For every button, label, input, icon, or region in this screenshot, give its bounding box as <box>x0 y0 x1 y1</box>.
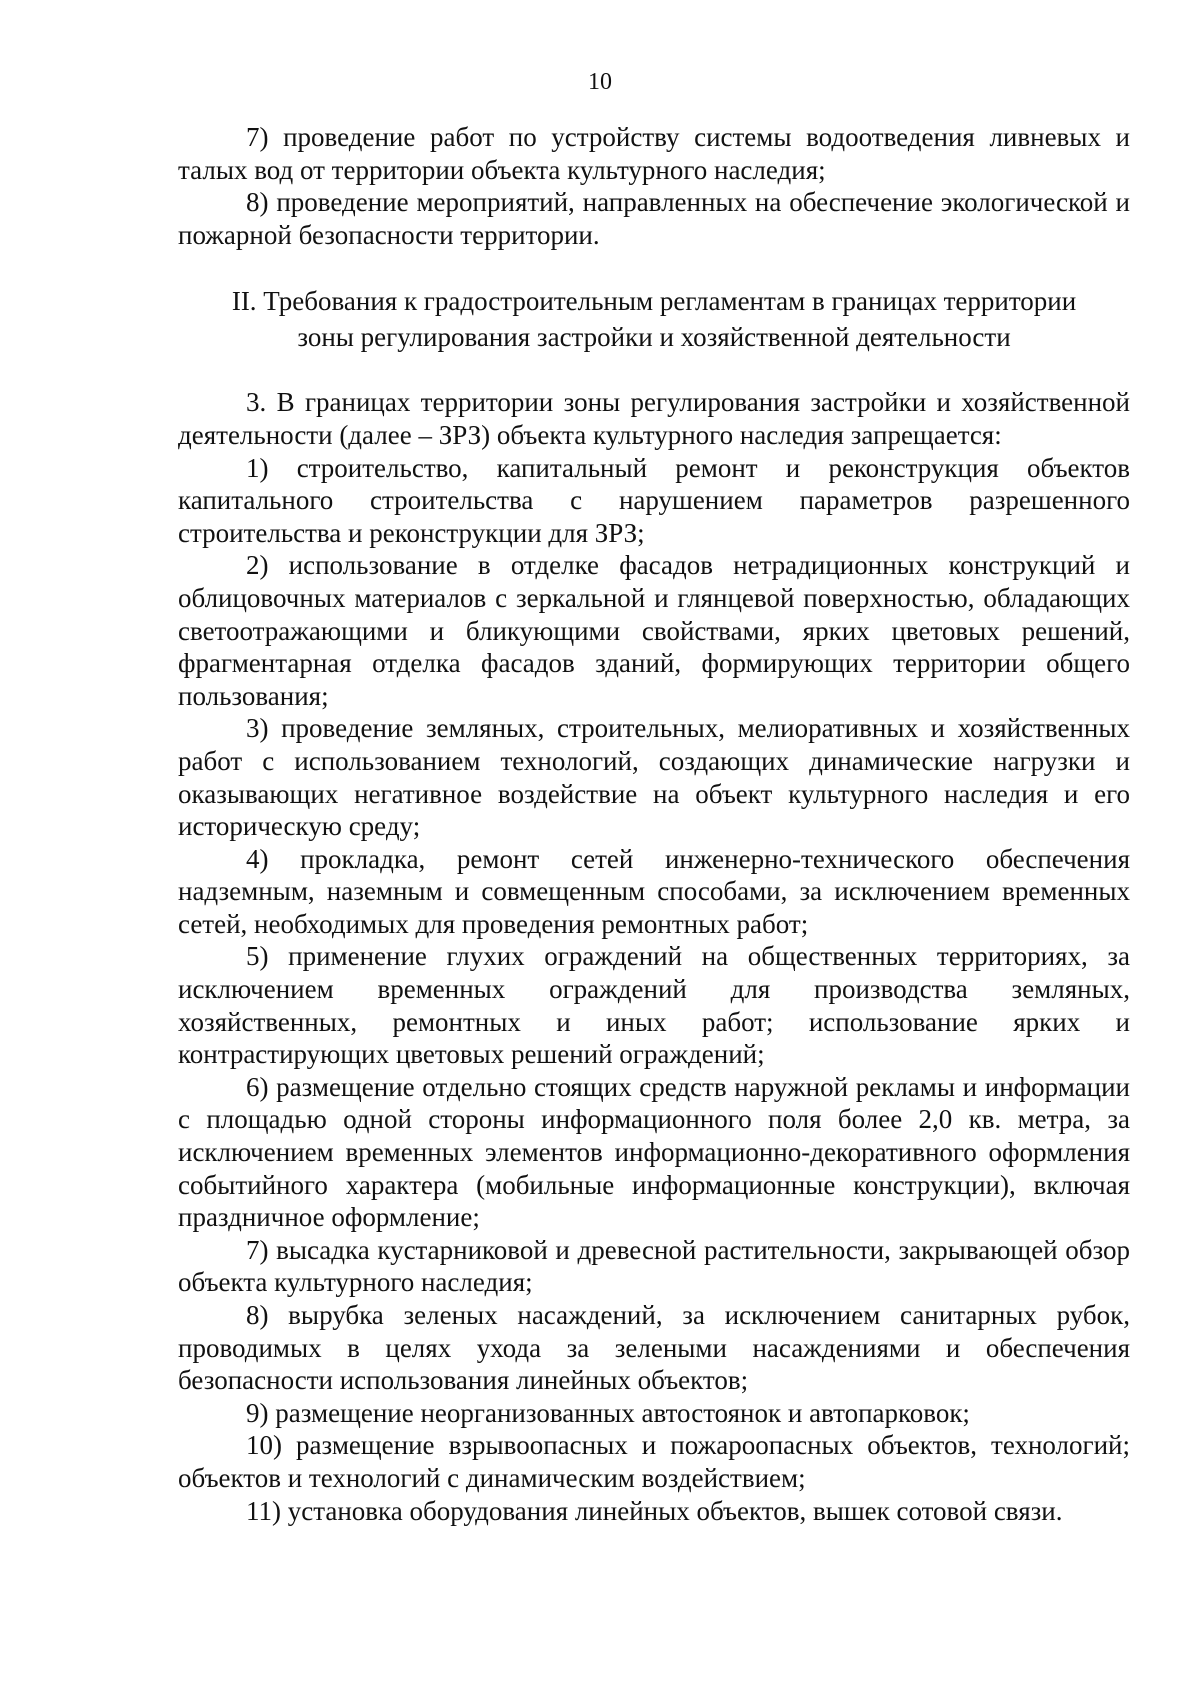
paragraph-3: 3. В границах территории зоны регулирования застройки и хозяйственной деятельности (далее – ЗРЗ) объекта культурного наследия запрещается: <box>178 387 1130 450</box>
list-item-1: 1) строительство, капитальный ремонт и реконструкция объектов капитального строительства с нарушением параметров разрешенного строительства и реконструкции для ЗРЗ; <box>178 452 1130 548</box>
list-item-11: 11) установка оборудования линейных объектов, вышек сотовой связи. <box>246 1495 1063 1526</box>
list-item-9: 9) размещение неорганизованных автостоянок и автопарковок; <box>246 1397 970 1428</box>
list-item-5: 5) применение глухих ограждений на общественных территориях, за исключением временных ограждений для производства земляных, хозяйственных, ремонтных и иных работ; использование ярких и контрастирующих цветовых решений ограждений; <box>178 941 1130 1070</box>
page-number: 10 <box>588 69 612 95</box>
list-item-6: 6) размещение отдельно стоящих средств наружной рекламы и информации с площадью одной стороны информационного поля более 2,0 кв. метра, за исключением временных элементов информационно-декоративного оформления событийного характера (мобильные информационные конструкции), включая праздничное оформление; <box>178 1071 1130 1233</box>
section-heading <box>178 283 1130 355</box>
list-item-10: 10) размещение взрывоопасных и пожароопасных объектов, технологий; объектов и технологий с динамическим воздействием; <box>178 1430 1130 1493</box>
list-item-8: 8) вырубка зеленых насаждений, за исключением санитарных рубок, проводимых в целях ухода за зелеными насаждениями и обеспечения безопасности использования линейных объектов; <box>178 1300 1130 1396</box>
section-heading-line-2: зоны регулирования застройки и хозяйственной деятельности <box>297 322 1011 353</box>
intro-item-7: 7) проведение работ по устройству системы водоотведения ливневых и талых вод от территории объекта культурного наследия; <box>178 122 1130 185</box>
document-body <box>178 121 1130 1527</box>
section-heading-line-1: II. Требования к градостроительным регламентам в границах территории <box>231 286 1077 317</box>
list-item-3: 3) проведение земляных, строительных, мелиоративных и хозяйственных работ с использованием технологий, создающих динамические нагрузки и оказывающих негативное воздействие на объект культурного наследия и его историческую среду; <box>178 713 1130 842</box>
list-item-7: 7) высадка кустарниковой и древесной растительности, закрывающей обзор объекта культурного наследия; <box>178 1234 1130 1298</box>
list-item-2: 2) использование в отделке фасадов нетрадиционных конструкций и облицовочных материалов с зеркальной и глянцевой поверхностью, обладающих светоотражающими и бликующими свойствами, ярких цветовых решений, фрагментарная отделка фасадов зданий, формирующих территории общего пользования; <box>178 550 1130 711</box>
intro-item-8: 8) проведение мероприятий, направленных на обеспечение экологической и пожарной безопасности территории. <box>178 187 1130 250</box>
list-item-4: 4) прокладка, ремонт сетей инженерно-технического обеспечения надземным, наземным и совмещенным способами, за исключением временных сетей, необходимых для проведения ремонтных работ; <box>178 843 1130 939</box>
